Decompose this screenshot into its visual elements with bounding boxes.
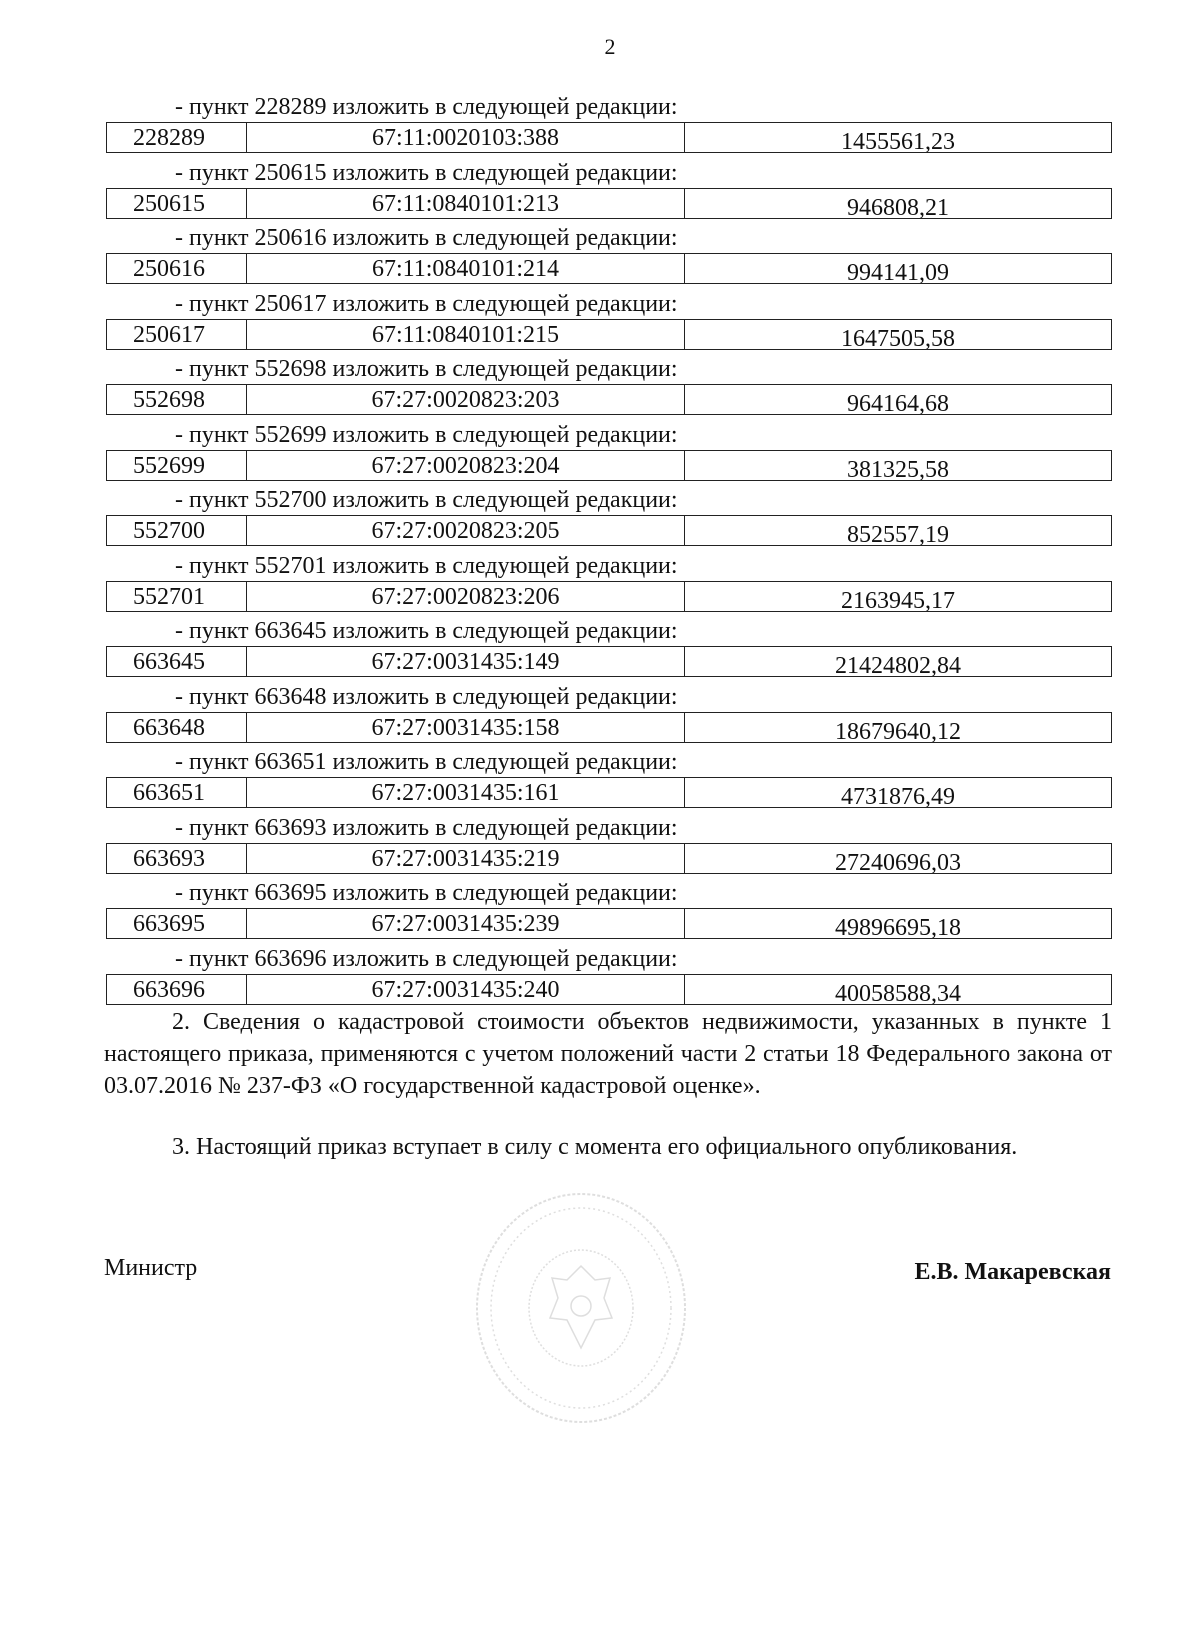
cadastral-number-cell: 67:11:0840101:213 bbox=[247, 189, 685, 218]
item-number-cell: 250615 bbox=[107, 189, 247, 218]
cadastral-number-cell: 67:11:0840101:215 bbox=[247, 320, 685, 349]
amendment-caption: - пункт 552701 изложить в следующей редакции: bbox=[175, 552, 678, 579]
cadastral-value-cell: 18679640,12 bbox=[835, 718, 961, 742]
item-number-cell: 663693 bbox=[107, 844, 247, 873]
amendment-caption: - пункт 228289 изложить в следующей редакции: bbox=[175, 94, 678, 120]
amendment-entry bbox=[106, 485, 1112, 551]
item-number-cell: 250617 bbox=[107, 320, 247, 349]
amendment-caption: - пункт 663695 изложить в следующей редакции: bbox=[175, 880, 678, 906]
amendment-caption: - пункт 250616 изложить в следующей редакции: bbox=[175, 225, 678, 251]
table-row bbox=[106, 319, 1112, 350]
cadastral-value-cell: 49896695,18 bbox=[835, 915, 961, 938]
signature-name: Е.В. Макаревская bbox=[914, 1259, 1111, 1285]
amendment-entry bbox=[106, 223, 1112, 289]
amendment-caption: - пункт 250615 изложить в следующей редакции: bbox=[175, 159, 678, 186]
cadastral-number-cell: 67:11:0020103:388 bbox=[247, 123, 685, 152]
table-row bbox=[106, 777, 1112, 808]
cadastral-number-cell: 67:27:0031435:158 bbox=[247, 713, 685, 742]
page-number: 2 bbox=[604, 34, 616, 59]
item-number-cell: 663696 bbox=[107, 975, 247, 1004]
paragraph-3: 3. Настоящий приказ вступает в силу с момента его официального опубликования. bbox=[172, 1134, 1018, 1160]
cadastral-number-cell: 67:27:0031435:239 bbox=[247, 909, 685, 938]
amendment-entry bbox=[106, 551, 1112, 617]
amendment-entry bbox=[106, 354, 1112, 420]
table-row bbox=[106, 581, 1112, 612]
cadastral-number-cell: 67:27:0031435:161 bbox=[247, 778, 685, 807]
table-row bbox=[106, 122, 1112, 153]
amendment-entry bbox=[106, 878, 1112, 944]
cadastral-value-cell: 27240696,03 bbox=[835, 849, 961, 873]
item-number-cell: 250616 bbox=[107, 254, 247, 283]
item-number-cell: 552700 bbox=[107, 516, 247, 545]
table-row bbox=[106, 974, 1112, 1005]
table-row bbox=[106, 712, 1112, 743]
table-row bbox=[106, 515, 1112, 546]
table-row bbox=[106, 384, 1112, 415]
cadastral-value-cell: 2163945,17 bbox=[841, 587, 955, 611]
item-number-cell: 663648 bbox=[107, 713, 247, 742]
amendment-caption: - пункт 663696 изложить в следующей редакции: bbox=[175, 945, 678, 972]
table-row bbox=[106, 843, 1112, 874]
cadastral-value-cell: 994141,09 bbox=[847, 260, 949, 283]
item-number-cell: 552699 bbox=[107, 451, 247, 480]
cadastral-number-cell: 67:27:0031435:219 bbox=[247, 844, 685, 873]
amendment-entry bbox=[106, 420, 1112, 486]
amendment-caption: - пункт 552698 изложить в следующей редакции: bbox=[175, 356, 678, 382]
amendment-entry bbox=[106, 92, 1112, 158]
official-seal-icon bbox=[472, 1188, 690, 1428]
item-number-cell: 663651 bbox=[107, 778, 247, 807]
item-number-cell: 228289 bbox=[107, 123, 247, 152]
amendment-entry bbox=[106, 747, 1112, 813]
cadastral-value-cell: 381325,58 bbox=[847, 456, 949, 480]
cadastral-value-cell: 964164,68 bbox=[847, 391, 949, 414]
table-row bbox=[106, 188, 1112, 219]
cadastral-number-cell: 67:11:0840101:214 bbox=[247, 254, 685, 283]
cadastral-value-cell: 852557,19 bbox=[847, 522, 949, 545]
amendment-entry bbox=[106, 944, 1112, 1010]
table-row bbox=[106, 253, 1112, 284]
item-number-cell: 552701 bbox=[107, 582, 247, 611]
cadastral-value-cell: 4731876,49 bbox=[841, 784, 955, 807]
cadastral-number-cell: 67:27:0020823:206 bbox=[247, 582, 685, 611]
amendment-list bbox=[106, 92, 1112, 1009]
cadastral-number-cell: 67:27:0031435:240 bbox=[247, 975, 685, 1004]
amendment-caption: - пункт 663651 изложить в следующей редакции: bbox=[175, 749, 678, 775]
cadastral-number-cell: 67:27:0031435:149 bbox=[247, 647, 685, 676]
cadastral-value-cell: 1455561,23 bbox=[841, 129, 955, 152]
cadastral-value-cell: 40058588,34 bbox=[835, 980, 961, 1004]
amendment-caption: - пункт 552699 изложить в следующей редакции: bbox=[175, 421, 678, 448]
amendment-entry bbox=[106, 682, 1112, 748]
amendment-caption: - пункт 663645 изложить в следующей редакции: bbox=[175, 618, 678, 644]
amendment-entry bbox=[106, 158, 1112, 224]
cadastral-number-cell: 67:27:0020823:204 bbox=[247, 451, 685, 480]
item-number-cell: 663645 bbox=[107, 647, 247, 676]
amendment-entry bbox=[106, 616, 1112, 682]
amendment-caption: - пункт 663693 изложить в следующей редакции: bbox=[175, 814, 678, 841]
cadastral-number-cell: 67:27:0020823:203 bbox=[247, 385, 685, 414]
amendment-entry bbox=[106, 813, 1112, 879]
paragraph-2: 2. Сведения о кадастровой стоимости объектов недвижимости, указанных в пункте 1 настоящего приказа, применяются с учетом положений части 2 статьи 18 Федерального закона от 03.07.2016 № 237-ФЗ «О государственной кадастровой оценке». bbox=[104, 1009, 1112, 1099]
amendment-caption: - пункт 552700 изложить в следующей редакции: bbox=[175, 487, 678, 513]
cadastral-value-cell: 21424802,84 bbox=[835, 653, 961, 676]
table-row bbox=[106, 450, 1112, 481]
cadastral-value-cell: 946808,21 bbox=[847, 194, 949, 218]
amendment-caption: - пункт 250617 изложить в следующей редакции: bbox=[175, 290, 678, 317]
cadastral-number-cell: 67:27:0020823:205 bbox=[247, 516, 685, 545]
amendment-caption: - пункт 663648 изложить в следующей редакции: bbox=[175, 683, 678, 710]
cadastral-value-cell: 1647505,58 bbox=[841, 325, 955, 349]
item-number-cell: 552698 bbox=[107, 385, 247, 414]
amendment-entry bbox=[106, 289, 1112, 355]
item-number-cell: 663695 bbox=[107, 909, 247, 938]
signature-position: Министр bbox=[104, 1255, 198, 1281]
table-row bbox=[106, 646, 1112, 677]
table-row bbox=[106, 908, 1112, 939]
